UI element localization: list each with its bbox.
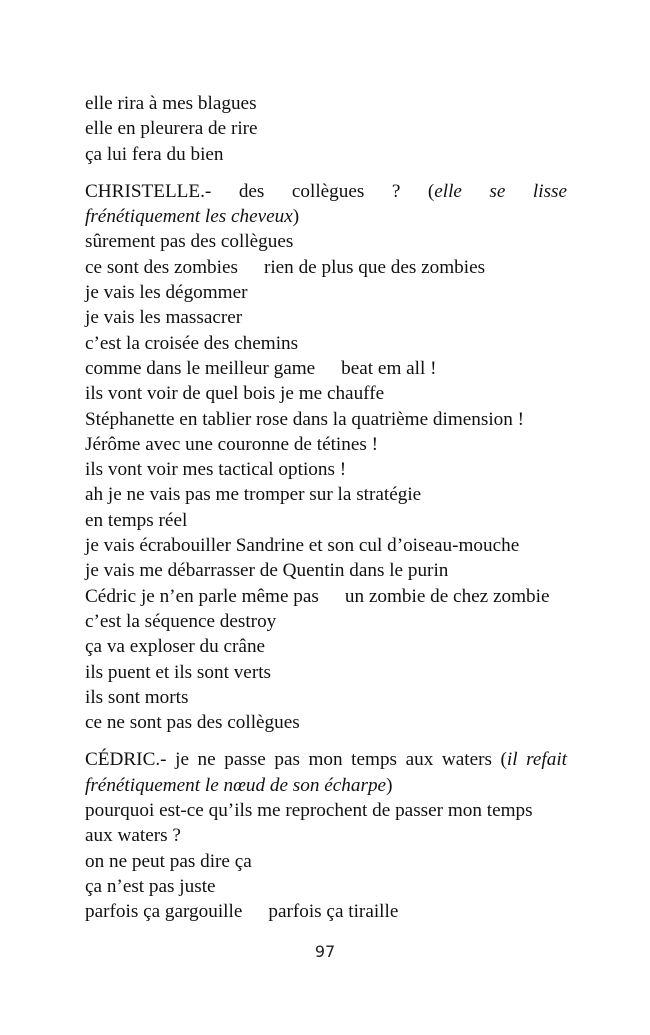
speech-text: je ne passe pas mon temps aux waters [175, 749, 492, 771]
stage-direction: frénétiquement le nœud de son écharpe [85, 774, 387, 796]
verse-line: je vais les dégommer [85, 282, 248, 304]
verse-line: ça lui fera du bien [85, 143, 224, 165]
verse-line: sûrement pas des collègues [85, 231, 294, 253]
verse-line: pourquoi est-ce qu’ils me reprochent de passer mon temps [85, 800, 533, 822]
verse-line: c’est la séquence destroy [85, 610, 277, 632]
verse-line: ah je ne vais pas me tromper sur la stratégie [85, 484, 422, 506]
verse-segment: beat em all ! [341, 357, 437, 379]
verse-segment: rien de plus que des zombies [263, 256, 486, 278]
verse-segment: parfois ça tiraille [268, 901, 399, 923]
page-number: 97 [314, 942, 336, 961]
verse-line: c’est la croisée des chemins [85, 332, 299, 354]
verse-segment: parfois ça gargouille [85, 901, 243, 923]
stage-direction: frénétiquement les cheveux [85, 206, 293, 228]
speaker-name: CHRISTELLE.- [85, 180, 212, 202]
verse-line: je vais les massacrer [85, 307, 243, 329]
verse-line [85, 255, 567, 280]
verse-line [85, 356, 567, 381]
stage-direction: il refait [506, 749, 567, 771]
stage-direction-line: frénétiquement les cheveux) [85, 206, 300, 228]
verse-line: ils vont voir de quel bois je me chauffe [85, 383, 385, 405]
verse-line: ça n’est pas juste [85, 875, 216, 897]
verse-line: ça va exploser du crâne [85, 636, 266, 658]
verse-line: ils puent et ils sont verts [85, 661, 272, 683]
verse-segment: comme dans le meilleur game [85, 357, 316, 379]
verse-segment: un zombie de chez zombie [344, 585, 550, 607]
verse-block-cedric [85, 747, 567, 924]
verse-segment: Cédric je n’en parle même pas [85, 585, 319, 607]
verse-block-christelle [85, 179, 567, 736]
stage-direction: elle se lisse [434, 180, 568, 202]
verse-line: elle rira à mes blagues [85, 93, 257, 114]
verse-line: Jérôme avec une couronne de tétines ! [85, 433, 379, 455]
verse-line: elle en pleurera de rire [85, 118, 258, 140]
verse-line [85, 899, 567, 924]
verse-block-1 [85, 91, 567, 167]
speaker-line: CÉDRIC.- je ne passe pas mon temps aux waters (il refait [85, 749, 567, 771]
verse-line: ce ne sont pas des collègues [85, 712, 300, 734]
verse-line: ils sont morts [85, 686, 189, 708]
stage-direction-line: frénétiquement le nœud de son écharpe) [85, 774, 393, 796]
speaker-line: CHRISTELLE.- des collègues ? (elle se lisse [85, 180, 568, 202]
verse-line: en temps réel [85, 509, 188, 531]
verse-line: je vais écrabouiller Sandrine et son cul d’oiseau-mouche [85, 535, 520, 557]
verse-line: aux waters ? [85, 825, 181, 847]
verse-line [85, 584, 567, 609]
speech-text: des collègues ? [238, 180, 401, 202]
verse-line: ils vont voir mes tactical options ! [85, 459, 347, 481]
page-text [85, 91, 567, 937]
verse-segment: ce sont des zombies [85, 256, 238, 278]
verse-line: je vais me débarrasser de Quentin dans le purin [85, 560, 449, 582]
verse-line: on ne peut pas dire ça [85, 850, 252, 872]
verse-line: Stéphanette en tablier rose dans la quatrième dimension ! [85, 408, 525, 430]
speaker-name: CÉDRIC.- [85, 749, 167, 771]
